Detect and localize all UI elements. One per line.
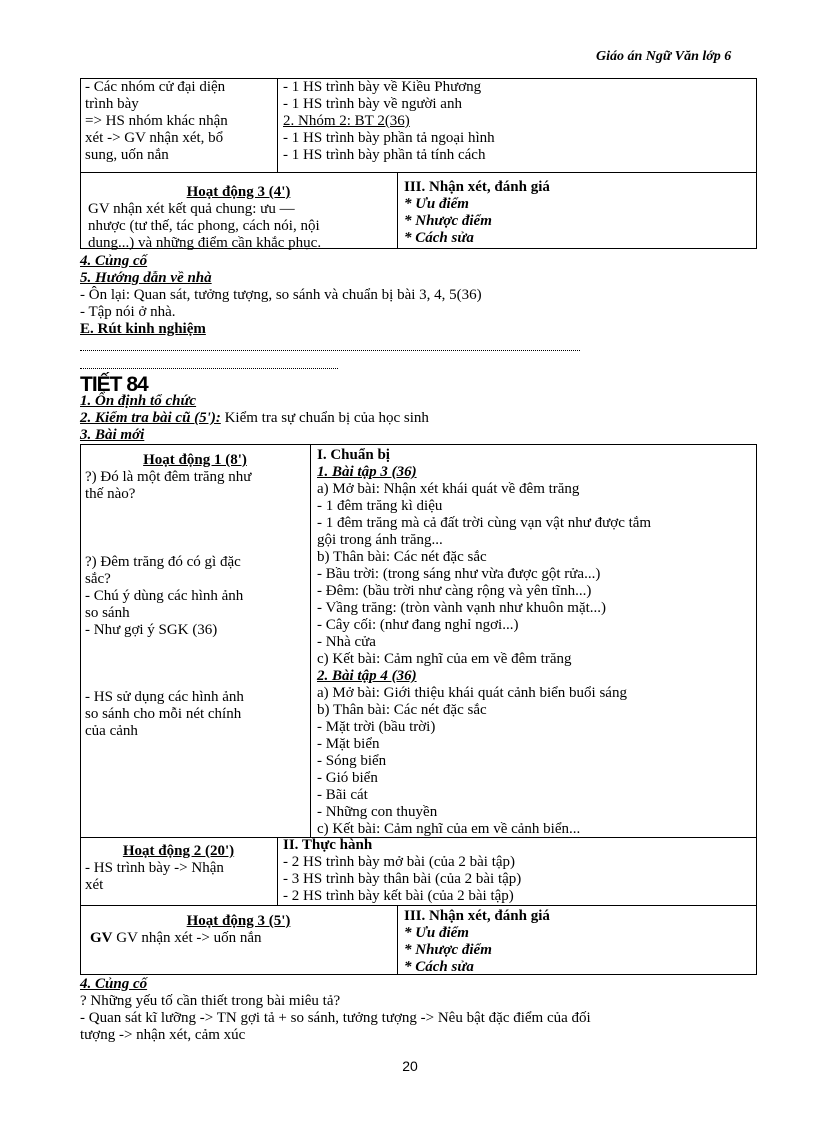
section-2: 4. Củng cố ? Những yếu tố cần thiết trong bài miêu tả? - Quan sát kĩ lưỡng -> TN gợi tả + so sánh, tưởng tượng -> Nêu bật đặc điểm của đối tượng -> nhận xét, cảm xúc xyxy=(80,976,591,1043)
hd1-heading: Hoạt động 1 (8') xyxy=(143,452,247,468)
page-number: 20 xyxy=(402,1058,418,1074)
hd3-heading-2: Hoạt động 3 (5') xyxy=(186,913,291,929)
table2-left: GV nhận xét kết quả chung: ưu — nhược (tư thế, tác phong, cách nói, nội dung...) và những điểm cần khắc phục. xyxy=(88,201,322,251)
dotted-line-1 xyxy=(80,350,580,351)
table3-right: I. Chuẩn bị 1. Bài tập 3 (36) a) Mở bài: Nhận xét khái quát về đêm trăng - 1 đêm trăng kì diệu - 1 đêm trăng mà cả đất trời cùng vạn vật như được tắm gội trong ánh trăng... b) Thân bài: Các nét đặc sắc - Bầu trời: (trong sáng như vừa được gột rửa...) - Đêm: (bầu trời như càng rộng và yên tĩnh...) - Vầng trăng: (tròn vành vạnh như khuôn mặt...) - Cây cối: (như đang nghỉ ngơi...) - Nhà cửa c) Kết bài: Cảm nghĩ của em về đêm trăng 2. Bài tập 4 (36) a) Mở bài: Giới thiệu khái quát cảnh biển buổi sáng b) Thân bài: Các nét đặc sắc - Mặt trời (bầu trời) - Mặt biển - Sóng biển - Gió biển - Bãi cát - Những con thuyền c) Kết bài: Cảm nghĩ của em về cảnh biển... xyxy=(317,447,652,837)
header-title: Giáo án Ngữ Văn lớp 6 xyxy=(596,49,732,64)
lesson-title: TIẾT 84 xyxy=(80,373,148,396)
dotted-line-2 xyxy=(80,368,338,369)
intro: 1. Ổn định tổ chức 2. Kiểm tra bài cũ (5'): Kiểm tra sự chuẩn bị của học sinh 3. Bài mới xyxy=(80,393,429,443)
section-1: 4. Củng cố 5. Hướng dẫn về nhà - Ôn lại: Quan sát, tưởng tượng, so sánh và chuẩn bị bài 3, 4, 5(36) - Tập nói ở nhà. E. Rút kinh nghiệm xyxy=(80,253,482,337)
table1-left: - Các nhóm cử đại diện trình bày => HS nhóm khác nhận xét -> GV nhận xét, bổ sung, uốn nắn xyxy=(85,79,228,163)
hd2-heading: Hoạt động 2 (20') xyxy=(122,843,235,859)
table1-right: - 1 HS trình bày về Kiều Phương - 1 HS trình bày về người anh 2. Nhóm 2: BT 2(36) - 1 HS trình bày phần tả ngoại hình - 1 HS trình bày phần tả tính cách xyxy=(283,79,495,163)
table2-right: III. Nhận xét, đánh giá * Ưu điểm * Nhược điểm * Cách sửa xyxy=(404,179,550,246)
hd3-heading-1: Hoạt động 3 (4') xyxy=(186,184,291,200)
